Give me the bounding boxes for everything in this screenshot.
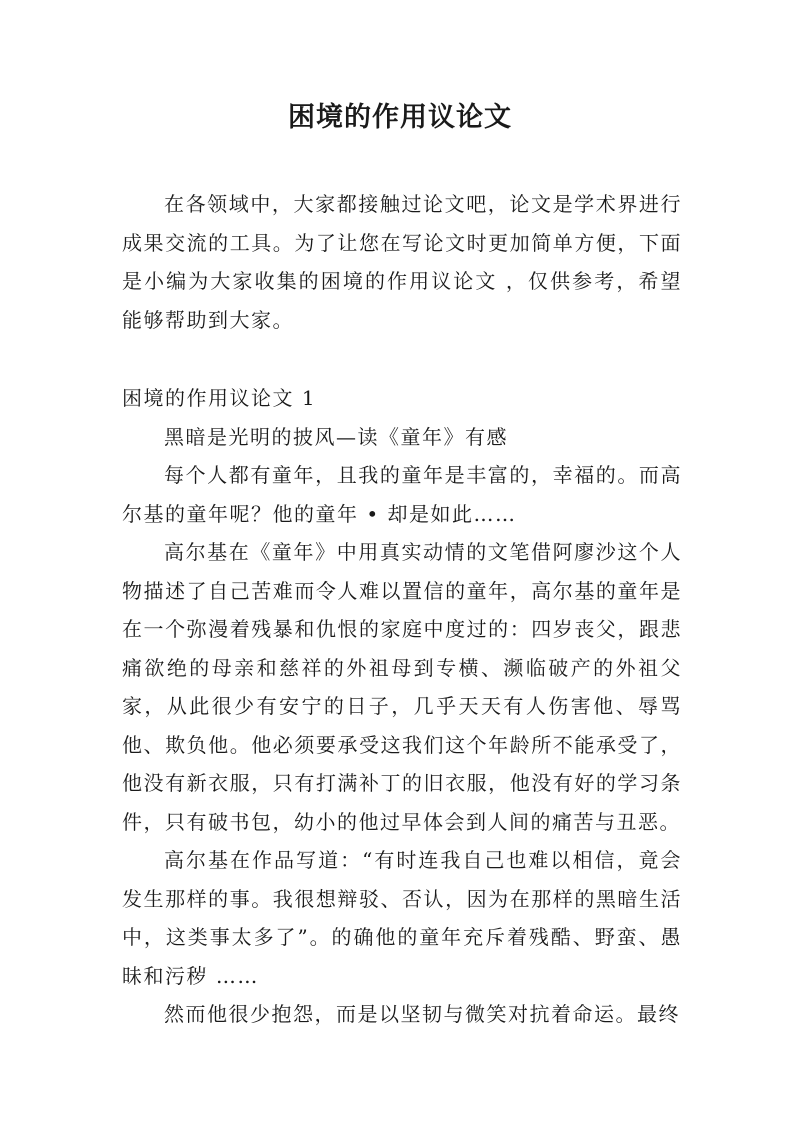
intro-paragraph: 在各领域中，大家都接触过论文吧，论文是学术界进行成果交流的工具。为了让您在写论文时更加简单方便，下面是小编为大家收集的困境的作用议论文 ，仅供参考，希望能够帮助到大家。 <box>122 192 682 332</box>
essay-subtitle: 黑暗是光明的披风—读《童年》有感 <box>164 424 508 449</box>
body-paragraph-1: 每个人都有童年，且我的童年是丰富的，幸福的。而高尔基的童年呢？他的童年 • 却是如此…… <box>122 463 682 526</box>
document-body <box>122 185 682 1034</box>
body-paragraph-3: 高尔基在作品写道：“有时连我自己也难以相信，竟会发生那样的事。我很想辩驳、否认，因为在那样的黑暗生活中，这类事太多了”。的确他的童年充斥着残酷、野蛮、愚昧和污秽 …… <box>122 848 682 988</box>
document-title: 困境的作用议论文 <box>288 102 512 133</box>
body-paragraph-2: 高尔基在《童年》中用真实动情的文笔借阿廖沙这个人物描述了自己苦难而令人难以置信的童年，高尔基的童年是在一个弥漫着残暴和仇恨的家庭中度过的：四岁丧父，跟悲痛欲绝的母亲和慈祥的外祖母到专横、濒临破产的外祖父家，从此很少有安宁的日子，几乎天天有人伤害他、辱骂他、欺负他。他必须要承受这我们这个年龄所不能承受了，他没有新衣服，只有打满补丁的旧衣服，他没有好的学习条件，只有破书包，幼小的他过早体会到人间的痛苦与丑恶。 <box>122 540 682 834</box>
spacer <box>122 339 682 379</box>
section-heading: 困境的作用议论文 1 <box>122 386 317 410</box>
body-paragraph-4: 然而他很少抱怨，而是以坚韧与微笑对抗着命运。最终 <box>164 1002 680 1026</box>
